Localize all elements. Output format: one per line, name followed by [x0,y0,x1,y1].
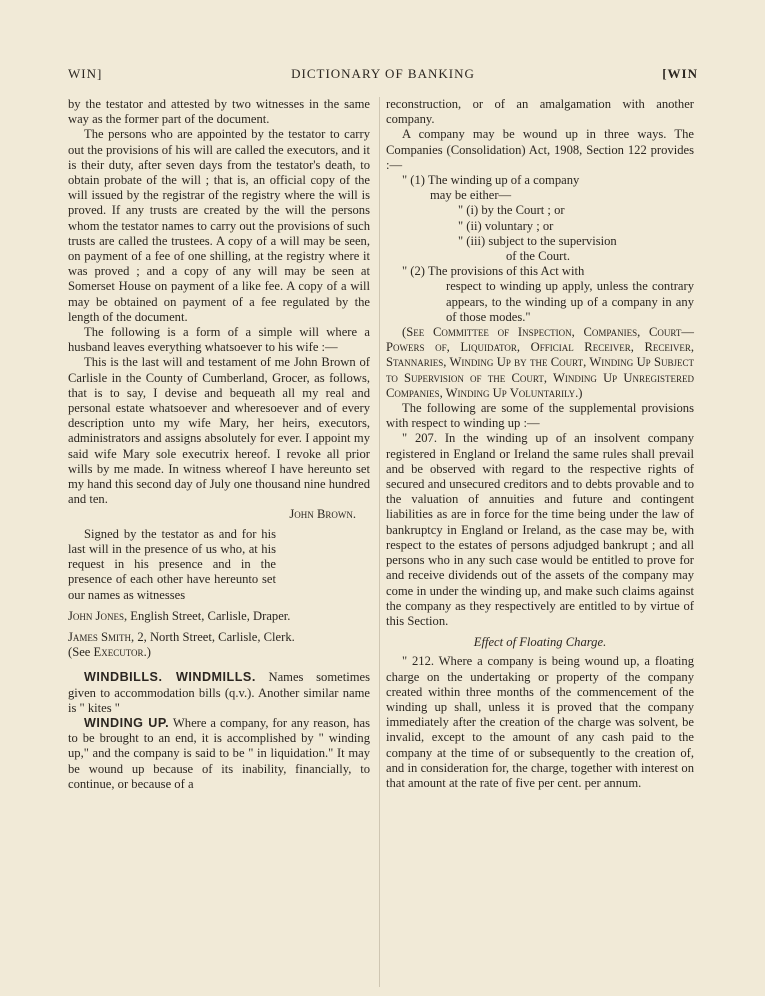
witness-clause: Signed by the testator as and for his last will in the presence of us who, at his request in his presence and in the presence of each other have hereunto set our names as witnesses [68,526,276,602]
witness-2 [68,630,370,645]
see-suffix: .) [143,645,151,660]
quote-clause-2: " (2) The provisions of this Act with [402,264,585,279]
see-executor: Executor [93,645,144,660]
header-title: DICTIONARY OF BANKING [291,66,475,81]
witness-1 [68,609,370,624]
witness-2-name: James Smith, [68,629,135,644]
section-207: " 207. In the winding up of an insolvent company registered in England or Ireland the same rules shall prevail and be observed with regard to the respective rights of secured and unsecured creditors and to debts provable and to the valuation of annuities and future and contingent liabilities as are in force for the time being under the law of bankruptcy in England or Ireland, as the case may be, with respect to the estates of persons adjudged bankrupt ; and all persons who in any such case would be entitled to prove for and receive dividends out of the assets of the company may come in under the winding up, and make such claims against the company as they respectively are entitled to by virtue of this Section. [386,431,694,628]
cross-reference-list: (See Committee of Inspection, Companies, Court—Powers of, Liquidator, Official Receiver, Receiver, Stannaries, Winding Up by the Court, Winding Up Subject to Supervision of the Court, Winding Up Unregistered Companies, Winding Up Voluntarily.) [386,325,694,400]
quote-clause-1: " (1) The winding up of a company [402,173,580,188]
cross-reference [68,645,370,660]
header-left: WIN] [68,66,103,81]
testator-signature: John Brown. [289,507,356,522]
entry-text-windbills: Names sometimes given to accommodation bills (q.v.). Another similar name is " kites " [68,670,370,715]
right-column [386,97,694,791]
quote-clause-1-text: may be either— [430,188,512,203]
paragraph: A company may be wound up in three ways. The Companies (Consolidation) Act, 1908, Section 122 provides :— [386,127,694,172]
paragraph: reconstruction, or of an amalgamation with another company. [386,97,694,127]
quote-subclause: " (iii) subject to the supervision [458,233,617,248]
running-header [68,66,698,86]
windbills-entry [68,670,370,716]
entry-heading-winding-up: WINDING UP. [84,715,170,730]
quote-subclause: " (i) by the Court ; or [458,203,565,218]
left-column [68,97,370,792]
quote-clause-1-cont [386,188,694,203]
column-divider [379,97,380,987]
witness-1-details: English Street, Carlisle, Draper. [127,608,291,623]
entry-heading-windbills: WINDBILLS. WINDMILLS. [84,670,256,685]
quote-clause-2-cont [386,279,694,325]
see-prefix: (See [68,645,94,660]
entry-text-winding-up: Where a company, for any reason, has to be brought to an end, it is accomplished by " winding up," and the company is said to be " in liquidation." It may be wound up because of its inability, financially, to continue, or because of a [68,715,370,791]
paragraph: The persons who are appointed by the testator to carry out the provisions of his will are called the executors, and it is their duty, after seven days from the testator's death, to obtain probate of the will ; that is, an official copy of the will issued by the registrar of the registry where the will is proved. If any trusts are created by the will the persons whom the testator names to carry out the provisions of such trusts are called the trustees. A copy of a will may be seen, on payment of a fee of one shilling, at the registry where it was proved ; and a copy of any will may be seen at Somerset House on payment of a like fee. A copy of a will may be obtained on payment of a fee regulated by the length of the document. [68,127,370,324]
witness-1-name: John Jones, [68,608,128,623]
paragraph: The following are some of the supplemental provisions with respect to winding up :— [386,401,694,431]
subheading: Effect of Floating Charge. [473,635,607,650]
will-text: This is the last will and testament of me John Brown of Carlisle in the County of Cumberland, Grocer, as follows, that is to say, I devise and bequeath all my real and personal estate whatsoever and wheresoever and of every description unto my wife Mary, her heirs, executors, administrators and assigns absolutely for ever. I appoint my said wife Mary sole executrix hereof. I revoke all prior wills by me made. In witness whereof I have hereunto set my hand this second day of July one thousand nine hundred and ten. [68,355,370,507]
witness-2-details: 2, North Street, Carlisle, Clerk. [134,629,295,644]
section-212: " 212. Where a company is being wound up, a floating charge on the undertaking or property of the company created within three months of the commencement of the winding up shall, unless it is proved that the company immediately after the creation of the charge was solvent, be invalid, except to the amount of any cash paid to the company at the time of or subsequently to the creation of, and in consideration for, the charge, together with interest on that amount at the rate of five per cent. per annum. [386,654,694,790]
paragraph: by the testator and attested by two witnesses in the same way as the former part of the document. [68,97,370,127]
quote-clause-2-text: respect to winding up apply, unless the contrary appears, to the winding up of a company in any of those modes." [446,279,694,324]
quote-subclause: of the Court. [506,249,571,264]
header-right: [WIN [662,66,698,81]
quote-subclause: " (ii) voluntary ; or [458,218,554,233]
paragraph: The following is a form of a simple will where a husband leaves everything whatsoever to his wife :— [68,325,370,355]
winding-up-entry [68,716,370,792]
